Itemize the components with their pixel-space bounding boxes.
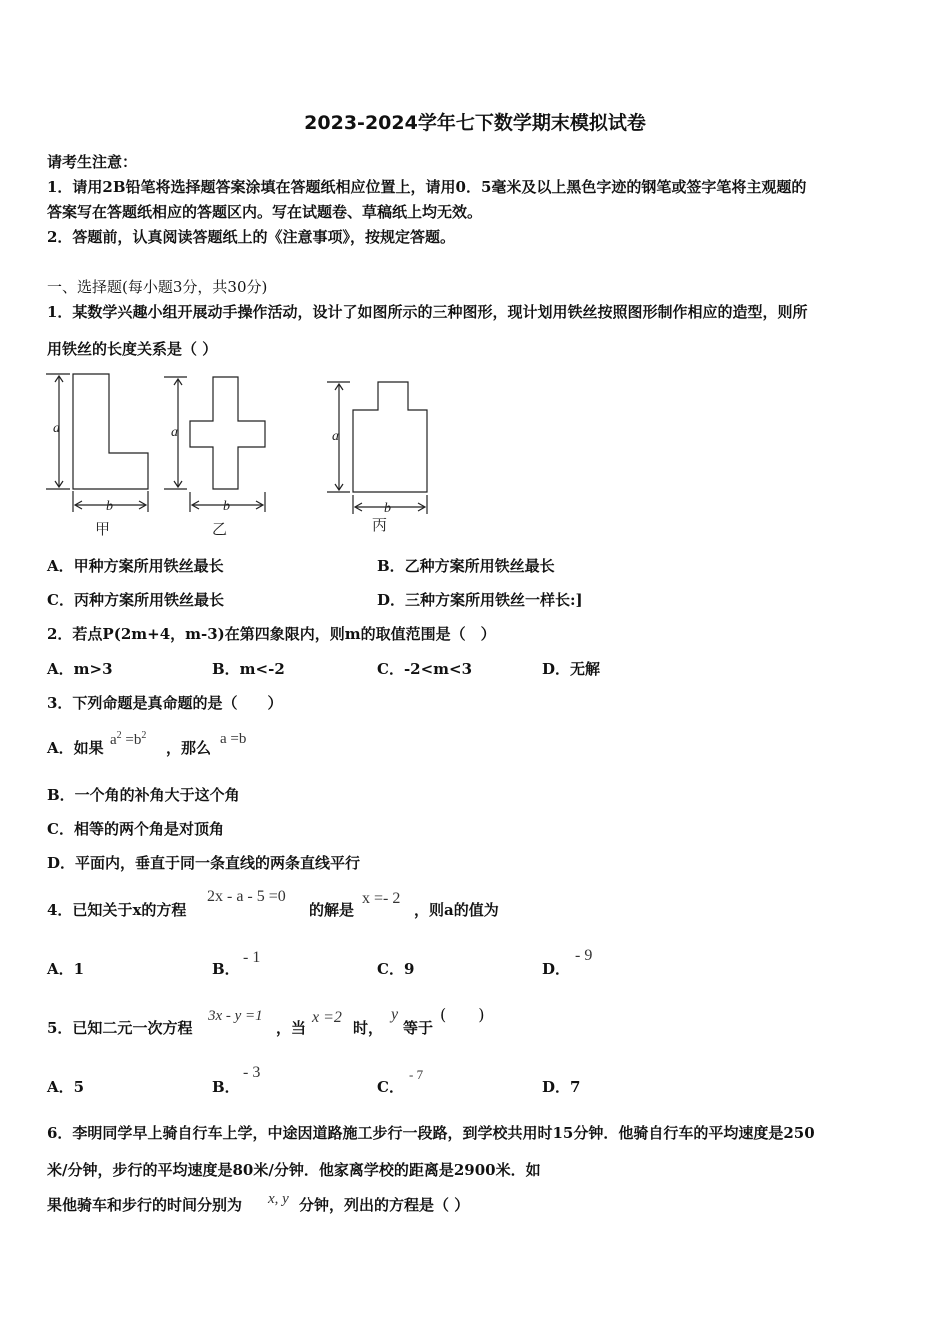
q1-option-c: C．丙种方案所用铁丝最长 <box>47 591 224 609</box>
q3-option-d: D．平面内，垂直于同一条直线的两条直线平行 <box>47 854 361 872</box>
figure-caption-bing: 丙 <box>372 518 388 534</box>
q4-option-c: C．9 <box>377 960 415 978</box>
q3-option-a-eq1: $a^2 =b^2$ <box>110 730 147 748</box>
q4-option-d-value: - 9 <box>575 947 593 964</box>
q5-option-b-value: - 3 <box>243 1064 261 1081</box>
q1-stem-line-2: 用铁丝的长度关系是（ ） <box>47 340 218 358</box>
q5-option-c-label: C． <box>377 1078 404 1096</box>
figure-caption-jia: 甲 <box>95 522 111 538</box>
q1-figures <box>40 368 460 540</box>
q4-option-b-label: B． <box>212 960 240 978</box>
q4-stem-prefix: 4．已知关于x的方程 <box>47 901 187 919</box>
figure-jia-shape <box>73 374 148 489</box>
q4-solution: x =- 2 <box>362 890 401 907</box>
q4-equation: 2x - a - 5 =0 <box>207 888 286 905</box>
figure-jia-label-a: a <box>53 421 60 436</box>
q2-stem: 2．若点P(2m+4，m-3)在第四象限内，则m的取值范围是（ ） <box>47 625 496 643</box>
q3-stem: 3．下列命题是真命题的是（ ） <box>47 694 283 712</box>
notice-line-1: 1．请用2B铅笔将选择题答案涂填在答题纸相应位置上，请用0．5毫米及以上黑色字迹的钢笔或签字笔将主观题的 <box>47 178 807 196</box>
q4-option-a: A．1 <box>47 960 85 978</box>
q6-stem-line-3-post: 分钟，列出的方程是（ ） <box>299 1196 470 1214</box>
figure-yi-label-a: a <box>171 425 178 440</box>
q1-option-b: B．乙种方案所用铁丝最长 <box>377 557 555 575</box>
q4-stem-mid: 的解是 <box>309 901 355 919</box>
q3-option-b: B．一个角的补角大于这个角 <box>47 786 240 804</box>
q4-option-b-value: - 1 <box>243 949 261 966</box>
q5-equation: 3x - y =1 <box>208 1008 263 1024</box>
section-heading: 一、选择题(每小题3分，共30分) <box>47 278 268 296</box>
q4-stem-post: ，则a的值为 <box>414 901 499 919</box>
figure-jia-label-b: b <box>106 499 113 514</box>
q6-stem-line-3-prefix: 果他骑车和步行的时间分别为 <box>47 1196 243 1214</box>
q5-option-a: A．5 <box>47 1078 85 1096</box>
q3-option-a-mid: ，那么 <box>166 739 212 757</box>
q6-stem-line-1: 6．李明同学早上骑自行车上学，中途因道路施工步行一段路，到学校共用时15分钟．他骑自行车的平均速度是250 <box>47 1124 815 1142</box>
q2-option-c: C．-2<m<3 <box>377 660 473 678</box>
q5-condition: x =2 <box>312 1009 342 1026</box>
q2-option-b: B．m<-2 <box>212 660 285 678</box>
q1-option-a: A．甲种方案所用铁丝最长 <box>47 557 224 575</box>
q5-stem-post: 等于 <box>403 1019 434 1037</box>
q2-option-d: D．无解 <box>542 660 601 678</box>
q5-stem-mid: ，当 <box>276 1019 307 1037</box>
figure-yi-label-b: b <box>223 499 230 514</box>
q5-option-c-value: - 7 <box>409 1067 424 1082</box>
q5-answer-paren: ( ) <box>440 1005 485 1024</box>
q5-stem-mid2: 时， <box>353 1019 384 1037</box>
notice-line-2: 2．答题前，认真阅读答题纸上的《注意事项》，按规定答题。 <box>47 228 455 246</box>
notice-heading: 请考生注意： <box>47 153 138 171</box>
q5-option-d: D．7 <box>542 1078 581 1096</box>
q5-stem-prefix: 5．已知二元一次方程 <box>47 1019 193 1037</box>
q5-variable: y <box>391 1006 399 1023</box>
figure-bing-label-b: b <box>384 501 391 516</box>
q3-option-c: C．相等的两个角是对顶角 <box>47 820 224 838</box>
q1-stem-line-1: 1．某数学兴趣小组开展动手操作活动，设计了如图所示的三种图形，现计划用铁丝按照图形制作相应的造型，则所 <box>47 303 808 321</box>
q3-option-a-prefix: A．如果 <box>47 739 104 757</box>
q3-option-a-eq2: a =b <box>220 731 247 747</box>
q6-stem-line-2: 米/分钟，步行的平均速度是80米/分钟．他家离学校的距离是2900米．如 <box>47 1161 541 1179</box>
notice-line-1b: 答案写在答题纸相应的答题区内。写在试题卷、草稿纸上均无效。 <box>47 203 483 221</box>
q1-option-d: D．三种方案所用铁丝一样长:] <box>377 591 583 609</box>
q2-option-a: A．m>3 <box>47 660 113 678</box>
figure-bing-label-a: a <box>332 429 339 444</box>
q6-variables: x, y <box>268 1191 289 1207</box>
q4-option-d-label: D． <box>542 960 571 978</box>
q5-option-b-label: B． <box>212 1078 240 1096</box>
figure-yi-shape <box>190 377 265 489</box>
figure-caption-yi: 乙 <box>212 522 228 538</box>
page-title: 2023-2024学年七下数学期末模拟试卷 <box>304 112 646 134</box>
